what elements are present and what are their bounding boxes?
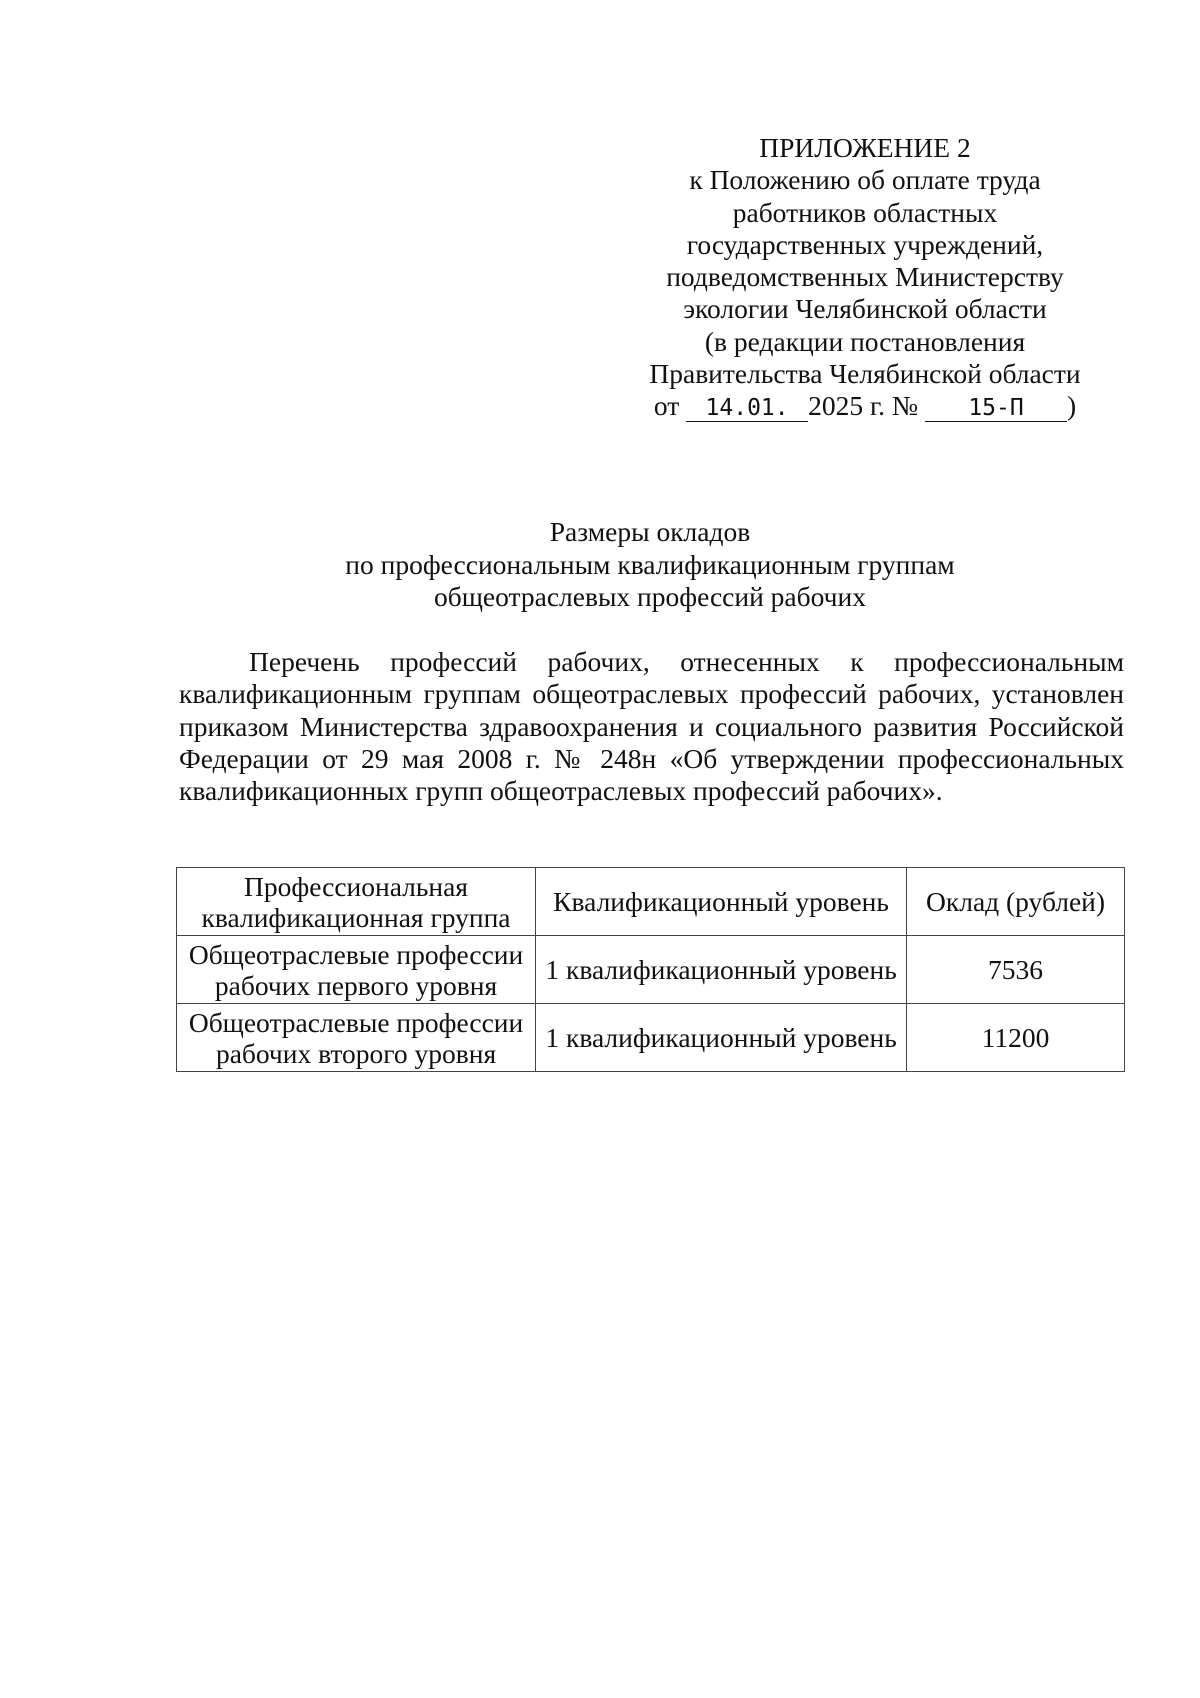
document-title <box>130 516 1170 614</box>
cell-group-line: рабочих первого уровня <box>214 969 498 1001</box>
resolution-number: 15-П <box>925 395 1067 422</box>
appendix-line: (в редакции постановления <box>704 325 1026 357</box>
cell-group <box>177 1004 536 1072</box>
table-row <box>177 936 1125 1004</box>
appendix-header <box>640 132 1090 423</box>
header-level: Квалификационный уровень <box>536 868 907 936</box>
salary-table <box>176 867 1125 1072</box>
header-group-line: Профессиональная <box>244 870 468 902</box>
resolution-date: 14.01. <box>686 395 808 422</box>
appendix-title: ПРИЛОЖЕНИЕ 2 <box>759 132 971 163</box>
cell-level: 1 квалификационный уровень <box>536 1004 907 1072</box>
table-row <box>177 1004 1125 1072</box>
resolution-year: 2025 г. № <box>808 390 919 422</box>
header-group-line: квалификационная группа <box>201 901 511 933</box>
title-line: Размеры окладов <box>549 516 751 547</box>
title-line: по профессиональным квалификационным группам <box>345 548 955 580</box>
cell-pay: 11200 <box>907 1004 1125 1072</box>
appendix-line: Правительства Челябинской области <box>649 358 1081 390</box>
cell-group <box>177 936 536 1004</box>
table-header-row <box>177 868 1125 936</box>
appendix-line: подведомственных Министерству <box>666 261 1064 293</box>
cell-pay: 7536 <box>907 936 1125 1004</box>
appendix-line: экологии Челябинской области <box>683 293 1047 325</box>
header-pay: Оклад (рублей) <box>907 868 1125 936</box>
cell-group-line: Общеотраслевые профессии <box>188 1006 524 1038</box>
closing-paren: ) <box>1067 390 1077 422</box>
body-paragraph: Перечень профессий рабочих, отнесенных к профессиональным квалификационным группам общеотраслевых профессий рабочих, установлен приказом Министерства здравоохранения и социального развития Российской Федерации от 29 мая 2008 г. № 248н «Об утверждении профессиональных квалификационных групп общеотраслевых профессий рабочих». <box>179 646 1124 807</box>
appendix-line: работников областных <box>732 196 998 228</box>
date-prefix: от <box>653 390 680 422</box>
cell-group-line: Общеотраслевые профессии <box>188 938 524 970</box>
title-line: общеотраслевых профессий рабочих <box>434 581 866 612</box>
cell-level: 1 квалификационный уровень <box>536 936 907 1004</box>
resolution-date-line <box>640 390 1090 422</box>
appendix-line: к Положению об оплате труда <box>689 164 1041 196</box>
header-group <box>177 868 536 936</box>
cell-group-line: рабочих второго уровня <box>215 1037 497 1069</box>
appendix-line: государственных учреждений, <box>686 228 1044 260</box>
